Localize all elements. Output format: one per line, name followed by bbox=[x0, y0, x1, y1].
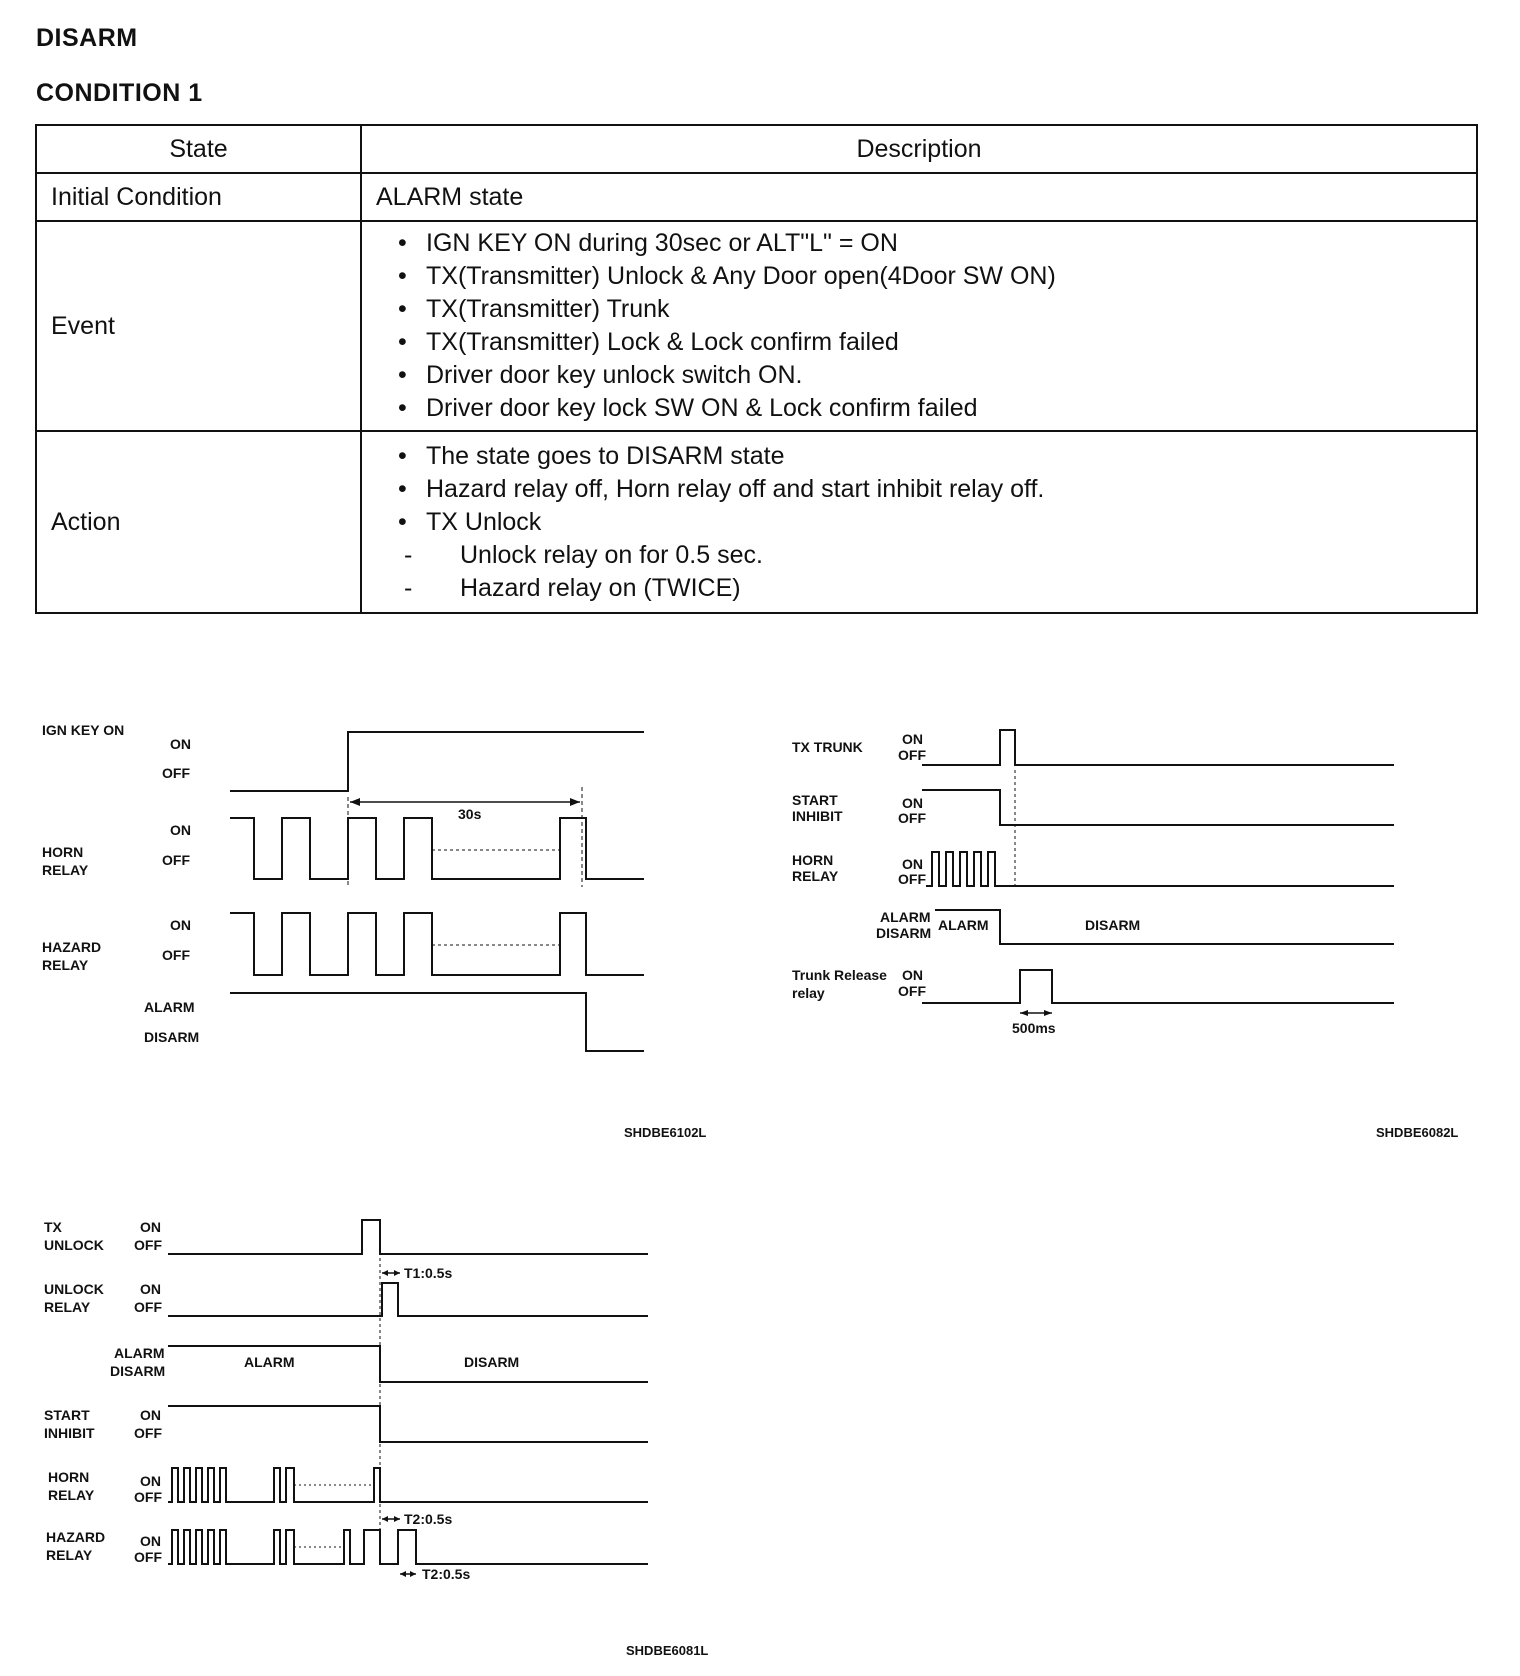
arrow-head bbox=[400, 1571, 406, 1577]
list-item: • TX Unlock bbox=[398, 506, 1462, 539]
arrow-head bbox=[1020, 1010, 1028, 1016]
start-off-label: OFF bbox=[898, 810, 926, 826]
list-item: - Hazard relay on (TWICE) bbox=[404, 572, 1462, 605]
duration-30s: 30s bbox=[458, 806, 482, 822]
tx-trunk-label: TX TRUNK bbox=[792, 739, 863, 755]
horn-relay-signal bbox=[168, 1468, 648, 1502]
tx-on-label: ON bbox=[140, 1219, 161, 1235]
hazard-relay-signal bbox=[168, 1530, 648, 1564]
description-action bbox=[361, 431, 1477, 613]
horn-relay-signal bbox=[926, 852, 1394, 886]
duration-500ms: 500ms bbox=[1012, 1020, 1056, 1036]
list-item: • Driver door key unlock switch ON. bbox=[398, 359, 1462, 392]
disarm-region-label: DISARM bbox=[464, 1354, 520, 1370]
ign-off-label: OFF bbox=[162, 765, 190, 781]
arrow-head bbox=[1044, 1010, 1052, 1016]
trunk-release-label-1: Trunk Release bbox=[792, 967, 887, 983]
list-item: • TX(Transmitter) Trunk bbox=[398, 293, 1462, 326]
tx-off-label: OFF bbox=[134, 1237, 162, 1253]
horn-label-2: RELAY bbox=[42, 862, 89, 878]
hazard-label-1: HAZARD bbox=[46, 1529, 106, 1545]
start-inhibit-signal bbox=[168, 1406, 648, 1442]
table-row-event bbox=[36, 221, 1477, 431]
hazard-label-1: HAZARD bbox=[42, 939, 102, 955]
alarm-region-label: ALARM bbox=[938, 917, 989, 933]
disarm-label: DISARM bbox=[144, 1029, 200, 1045]
arrow-head bbox=[350, 798, 360, 806]
timing-diagram-ign-key bbox=[40, 715, 680, 1055]
arrow-head bbox=[394, 1516, 400, 1522]
horn-on-label: ON bbox=[902, 856, 923, 872]
horn-off-label: OFF bbox=[162, 852, 190, 868]
alarm-label: ALARM bbox=[144, 999, 195, 1015]
ign-on-label: ON bbox=[170, 736, 191, 752]
horn-label-1: HORN bbox=[48, 1469, 90, 1485]
horn-label-1: HORN bbox=[792, 852, 834, 868]
page-title: DISARM bbox=[36, 24, 138, 52]
arrow-head bbox=[570, 798, 580, 806]
table-header-row bbox=[36, 125, 1477, 173]
t2-label-lower: T2:0.5s bbox=[422, 1566, 471, 1582]
figure-code: SHDBE6081L bbox=[626, 1643, 709, 1658]
list-item: - Unlock relay on for 0.5 sec. bbox=[404, 539, 1462, 572]
action-list bbox=[376, 440, 1462, 539]
horn-on-label: ON bbox=[170, 822, 191, 838]
state-initial: Initial Condition bbox=[36, 173, 361, 221]
start-off-label: OFF bbox=[134, 1425, 162, 1441]
list-item: • TX(Transmitter) Unlock & Any Door open(4Door SW ON) bbox=[398, 260, 1462, 293]
disarm-region-label: DISARM bbox=[1085, 917, 1141, 933]
horn-label-1: HORN bbox=[42, 844, 84, 860]
arrow-head bbox=[394, 1270, 400, 1276]
timing-diagram-tx-unlock bbox=[44, 1210, 684, 1590]
horn-label-2: RELAY bbox=[48, 1487, 95, 1503]
horn-relay-signal bbox=[230, 818, 644, 879]
hazard-on-label: ON bbox=[140, 1533, 161, 1549]
figure-code: SHDBE6082L bbox=[1376, 1125, 1459, 1140]
t2-label-upper: T2:0.5s bbox=[404, 1511, 453, 1527]
unlock-relay-signal bbox=[168, 1283, 648, 1316]
arrow-head bbox=[382, 1516, 388, 1522]
hazard-off-label: OFF bbox=[162, 947, 190, 963]
tx-unlock-label-2: UNLOCK bbox=[44, 1237, 104, 1253]
unlock-relay-label-1: UNLOCK bbox=[44, 1281, 104, 1297]
tx-unlock-signal bbox=[168, 1220, 648, 1254]
horn-label-2: RELAY bbox=[792, 868, 839, 884]
alarm-state-signal bbox=[230, 993, 644, 1051]
event-list bbox=[376, 227, 1462, 425]
state-disarm-label: DISARM bbox=[110, 1363, 166, 1379]
header-state: State bbox=[36, 125, 361, 173]
list-item: • TX(Transmitter) Lock & Lock confirm failed bbox=[398, 326, 1462, 359]
unlock-off-label: OFF bbox=[134, 1299, 162, 1315]
unlock-on-label: ON bbox=[140, 1281, 161, 1297]
state-event: Event bbox=[36, 221, 361, 431]
table-row-initial bbox=[36, 173, 1477, 221]
t1-label: T1:0.5s bbox=[404, 1265, 453, 1281]
start-inhibit-label-2: INHIBIT bbox=[44, 1425, 95, 1441]
horn-on-label: ON bbox=[140, 1473, 161, 1489]
list-item: • Hazard relay off, Horn relay off and start inhibit relay off. bbox=[398, 473, 1462, 506]
start-inhibit-label-1: START bbox=[44, 1407, 90, 1423]
state-alarm-label: ALARM bbox=[114, 1345, 165, 1361]
trunk-on-label: ON bbox=[902, 967, 923, 983]
state-alarm-label: ALARM bbox=[880, 909, 931, 925]
action-sublist bbox=[376, 539, 1462, 605]
trunk-release-label-2: relay bbox=[792, 985, 825, 1001]
unlock-relay-label-2: RELAY bbox=[44, 1299, 91, 1315]
hazard-label-2: RELAY bbox=[42, 957, 89, 973]
start-on-label: ON bbox=[902, 795, 923, 811]
list-item: • IGN KEY ON during 30sec or ALT"L" = ON bbox=[398, 227, 1462, 260]
alarm-state-signal bbox=[935, 910, 1394, 944]
table-row-action bbox=[36, 431, 1477, 613]
tx-trunk-off-label: OFF bbox=[898, 747, 926, 763]
header-description: Description bbox=[361, 125, 1477, 173]
list-item: • The state goes to DISARM state bbox=[398, 440, 1462, 473]
hazard-off-label: OFF bbox=[134, 1549, 162, 1565]
tx-trunk-on-label: ON bbox=[902, 731, 923, 747]
trunk-off-label: OFF bbox=[898, 983, 926, 999]
hazard-label-2: RELAY bbox=[46, 1547, 93, 1563]
description-event bbox=[361, 221, 1477, 431]
alarm-state-signal bbox=[168, 1346, 648, 1382]
timing-diagram-tx-trunk bbox=[790, 720, 1410, 1050]
start-on-label: ON bbox=[140, 1407, 161, 1423]
tx-trunk-signal bbox=[922, 730, 1394, 765]
start-inhibit-label-2: INHIBIT bbox=[792, 808, 843, 824]
state-action: Action bbox=[36, 431, 361, 613]
arrow-head bbox=[382, 1270, 388, 1276]
trunk-release-signal bbox=[922, 970, 1394, 1003]
hazard-on-label: ON bbox=[170, 917, 191, 933]
state-disarm-label: DISARM bbox=[876, 925, 932, 941]
start-inhibit-signal bbox=[922, 790, 1394, 825]
list-item: • Driver door key lock SW ON & Lock confirm failed bbox=[398, 392, 1462, 425]
condition-table bbox=[35, 124, 1478, 614]
figure-code: SHDBE6102L bbox=[624, 1125, 707, 1140]
arrow-head bbox=[410, 1571, 416, 1577]
hazard-relay-signal bbox=[230, 913, 644, 975]
condition-title: CONDITION 1 bbox=[36, 79, 203, 107]
horn-off-label: OFF bbox=[134, 1489, 162, 1505]
tx-unlock-label-1: TX bbox=[44, 1219, 62, 1235]
ign-key-signal bbox=[230, 732, 644, 791]
start-inhibit-label-1: START bbox=[792, 792, 838, 808]
horn-off-label: OFF bbox=[898, 871, 926, 887]
alarm-region-label: ALARM bbox=[244, 1354, 295, 1370]
ign-key-label: IGN KEY ON bbox=[42, 722, 125, 738]
description-initial: ALARM state bbox=[361, 173, 1477, 221]
